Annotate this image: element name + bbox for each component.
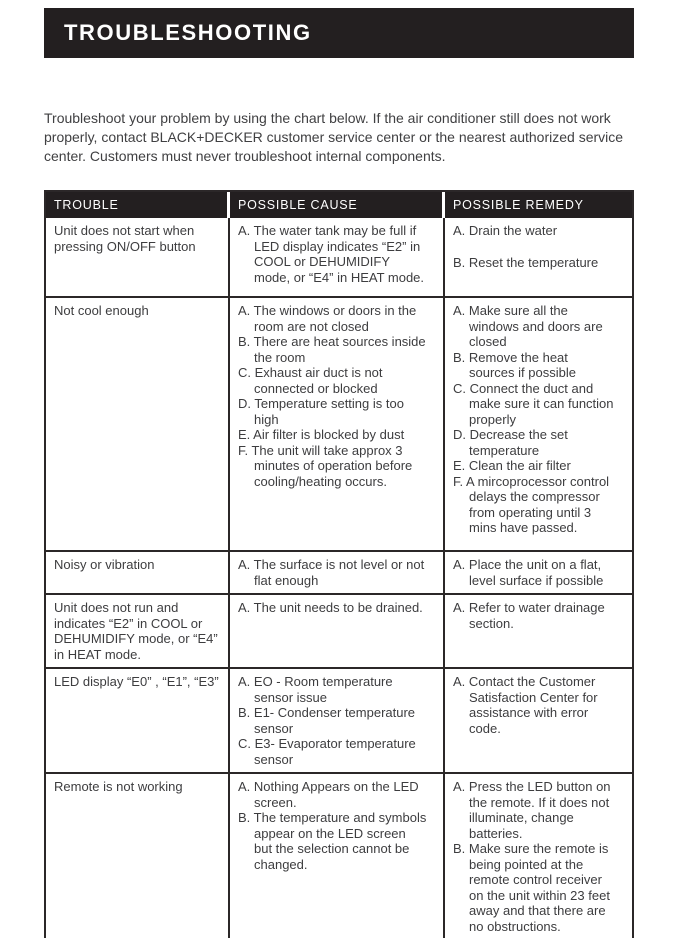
list-item: A. Refer to water drainage section. xyxy=(453,600,605,631)
remedy-cell xyxy=(445,595,632,669)
remedy-cell xyxy=(445,669,632,774)
list-item: F. The unit will take approx 3 minutes of operation before cooling/heating occurs. xyxy=(238,442,413,489)
list-item: A. Press the LED button on the remote. If it does not illuminate, change batteries. xyxy=(453,779,611,841)
remedy-cell xyxy=(445,552,632,595)
list-item: A. The water tank may be full if LED display indicates “E2” in COOL or DEHUMIDIFY mode, or “E4” in HEAT mode. xyxy=(238,223,425,285)
list-item: A. Contact the Customer Satisfaction Center for assistance with error code. xyxy=(453,674,598,736)
cause-cell xyxy=(230,298,445,552)
col-header-possible-remedy: POSSIBLE REMEDY xyxy=(445,192,632,218)
list-item: A. The surface is not level or not flat enough xyxy=(238,557,425,588)
col-header-trouble: TROUBLE xyxy=(46,192,230,218)
trouble-cell: Not cool enough xyxy=(46,298,230,552)
list-item: E. Air filter is blocked by dust xyxy=(238,427,405,442)
list-item: D. Temperature setting is too high xyxy=(238,396,404,427)
intro-paragraph: Troubleshoot your problem by using the chart below. If the air conditioner still does not work properly, contact BLACK+DECKER customer service center or the nearest authorized service center. Customers must never troubleshoot internal components. xyxy=(44,110,624,164)
section-title-banner xyxy=(44,8,634,58)
list-item: D. Decrease the set temperature xyxy=(453,427,568,458)
trouble-cell: LED display “E0” , “E1”, “E3” xyxy=(46,669,230,774)
list-item: C. E3- Evaporator temperature sensor xyxy=(238,736,416,767)
list-item: A. EO - Room temperature sensor issue xyxy=(238,674,393,705)
col-header-possible-cause: POSSIBLE CAUSE xyxy=(230,192,445,218)
list-item: A. Drain the water xyxy=(453,223,558,238)
list-item: A. Place the unit on a flat, level surface if possible xyxy=(453,557,604,588)
list-item: B. There are heat sources inside the room xyxy=(238,334,426,365)
trouble-cell: Noisy or vibration xyxy=(46,552,230,595)
remedy-cell xyxy=(445,218,632,298)
cause-cell xyxy=(230,774,445,938)
troubleshooting-table xyxy=(44,190,634,938)
page-title: TROUBLESHOOTING xyxy=(64,20,312,45)
list-item: E. Clean the air filter xyxy=(453,458,571,473)
cause-cell xyxy=(230,218,445,298)
trouble-cell: Unit does not start when pressing ON/OFF button xyxy=(46,218,230,298)
list-item: A. The unit needs to be drained. xyxy=(238,600,423,615)
trouble-cell: Unit does not run and indicates “E2” in COOL or DEHUMIDIFY mode, or “E4” in HEAT mode. xyxy=(46,595,230,669)
list-item: B. Remove the heat sources if possible xyxy=(453,349,576,380)
list-item: C. Connect the duct and make sure it can function properly xyxy=(453,380,614,427)
list-item: B. Reset the temperature xyxy=(453,254,599,270)
list-item: C. Exhaust air duct is not connected or blocked xyxy=(238,365,383,396)
cause-cell xyxy=(230,669,445,774)
remedy-cell xyxy=(445,298,632,552)
cause-cell xyxy=(230,595,445,669)
list-item: A. The windows or doors in the room are not closed xyxy=(238,303,417,334)
list-item: B. The temperature and symbols appear on the LED screen but the selection cannot be changed. xyxy=(238,810,427,872)
trouble-cell: Remote is not working xyxy=(46,774,230,938)
list-item: B. Make sure the remote is being pointed at the remote control receiver on the unit within 23 feet away and that there are no obstructions. xyxy=(453,841,610,934)
list-item: F. A mircoprocessor control delays the compressor from operating until 3 mins have passed. xyxy=(453,473,610,535)
list-item: B. E1- Condenser temperature sensor xyxy=(238,705,416,736)
cause-cell xyxy=(230,552,445,595)
list-item: A. Nothing Appears on the LED screen. xyxy=(238,779,419,810)
list-item: A. Make sure all the windows and doors are closed xyxy=(453,303,603,349)
remedy-cell xyxy=(445,774,632,938)
